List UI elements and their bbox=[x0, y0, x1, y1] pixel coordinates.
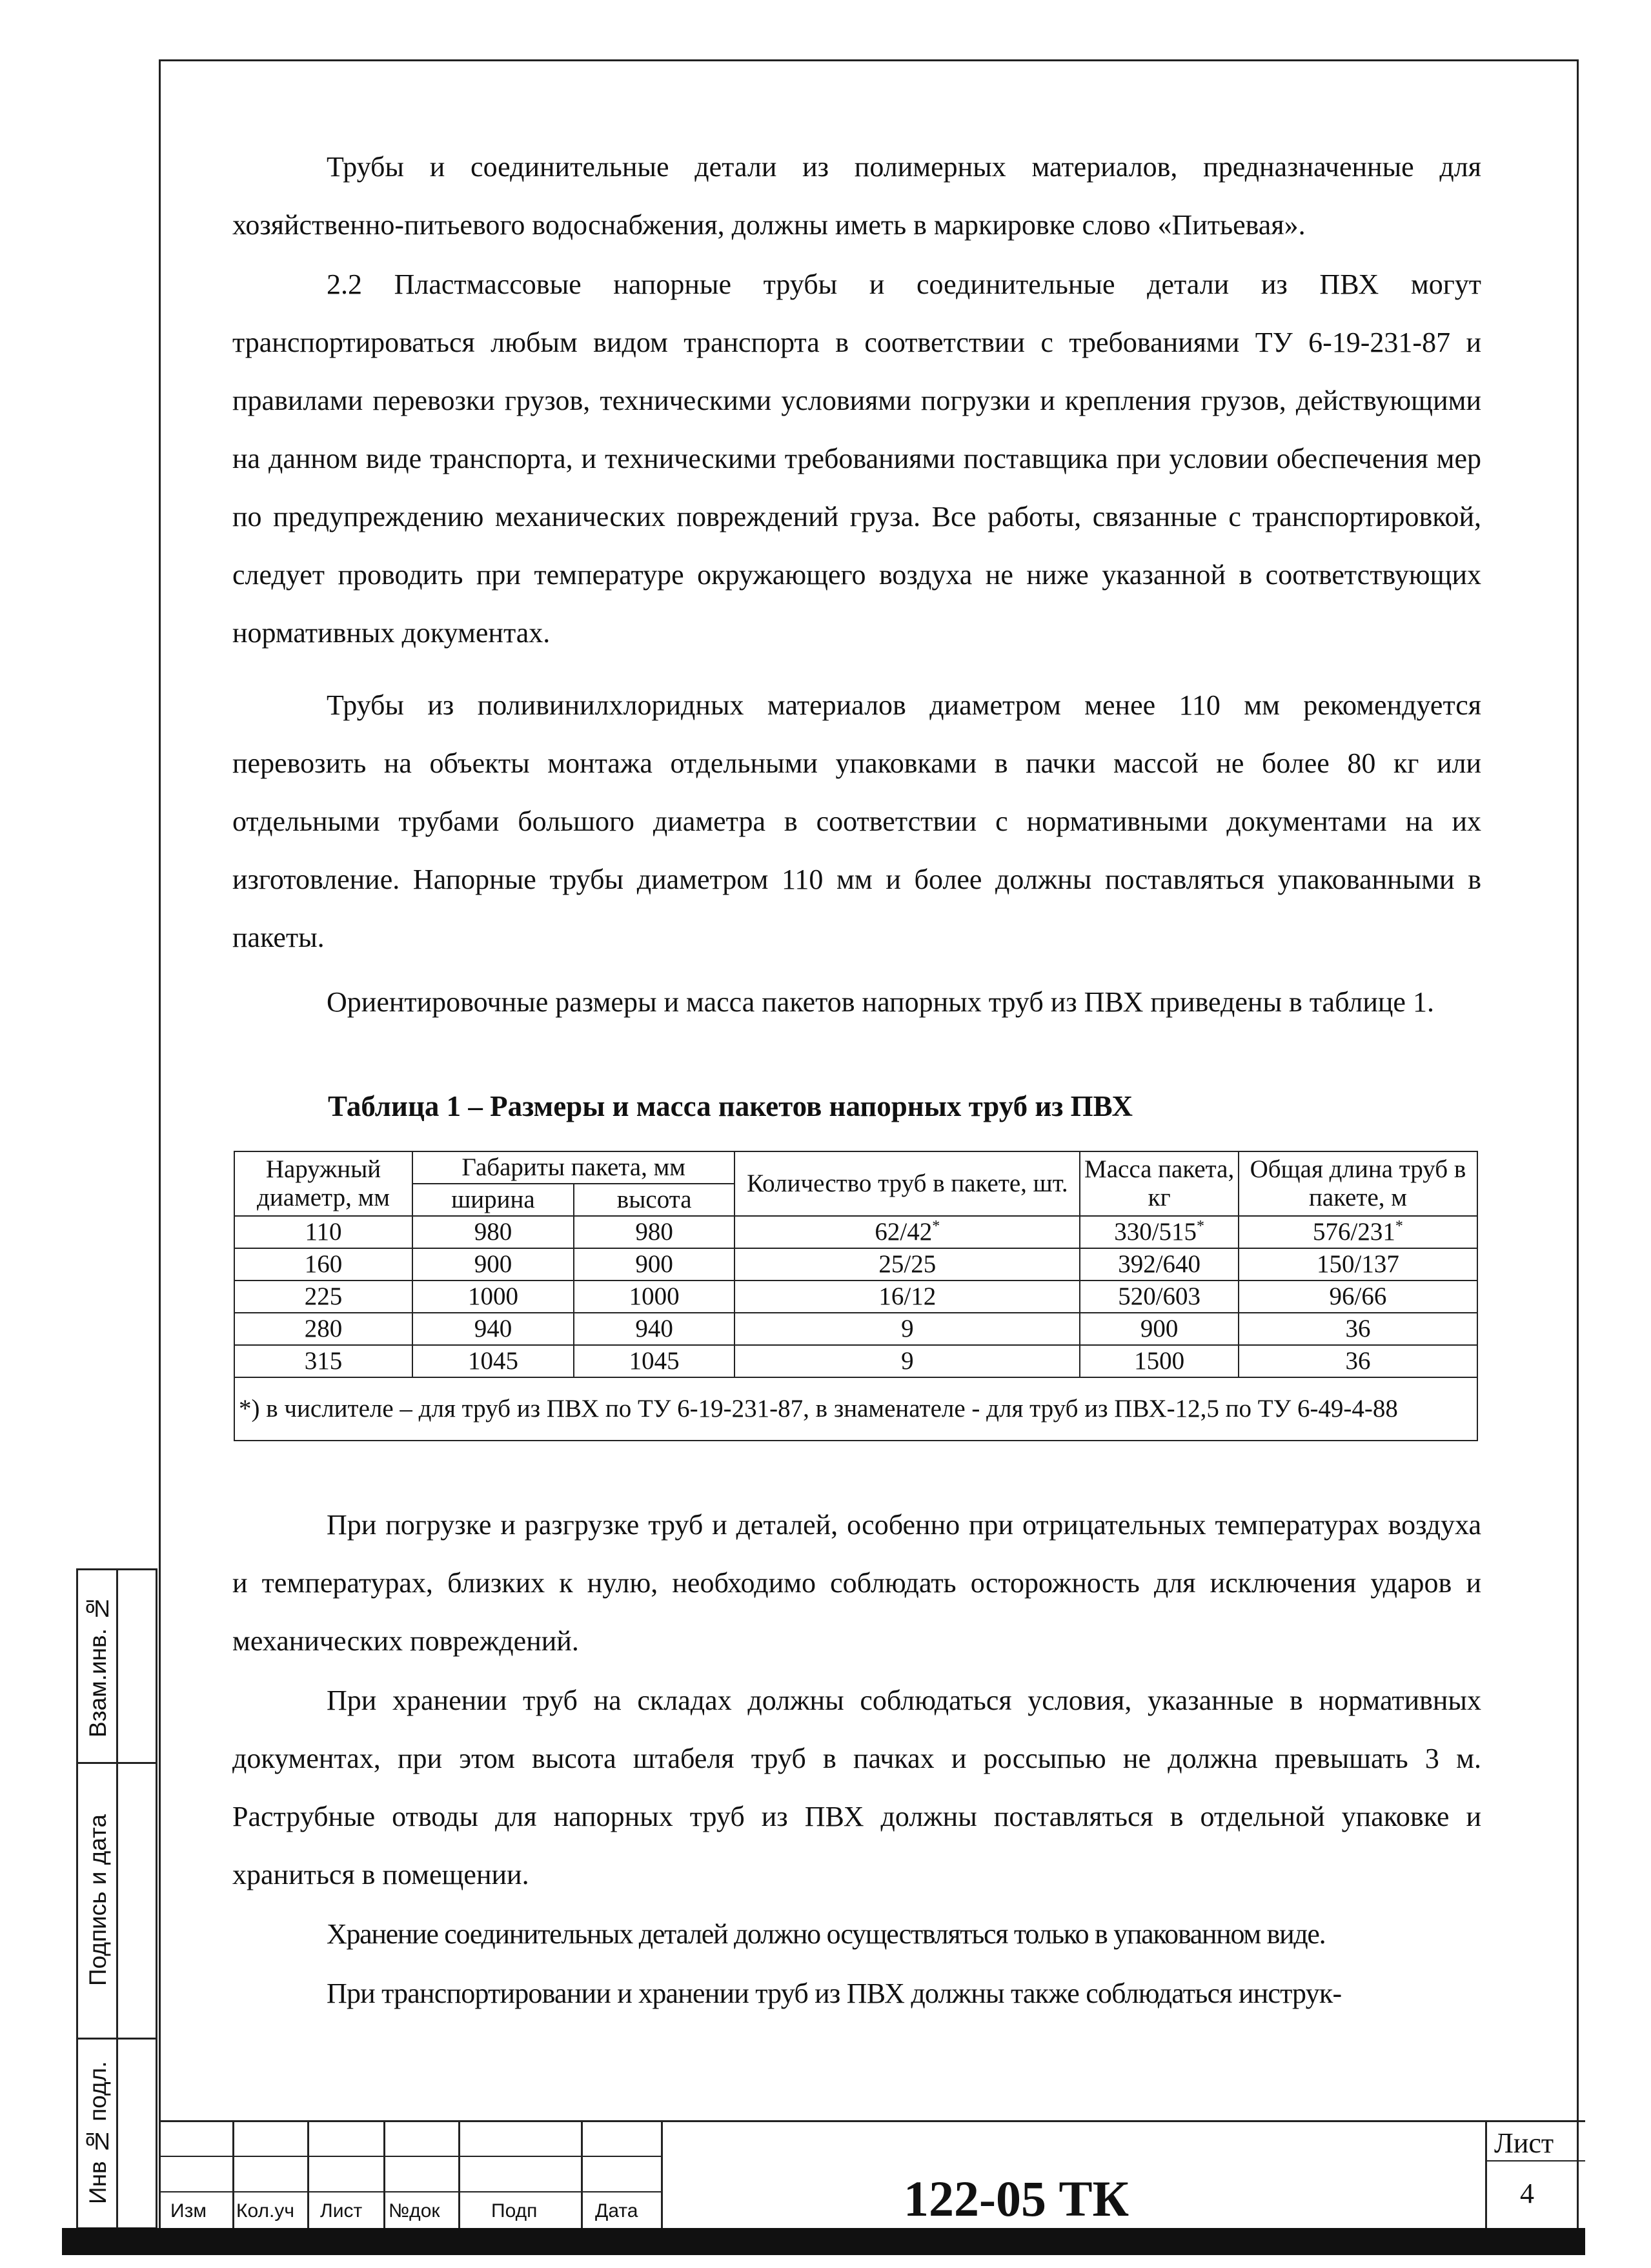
table-header-row bbox=[234, 1151, 1477, 1184]
cell-mass bbox=[1080, 1216, 1239, 1248]
cell-length: 36 bbox=[1239, 1313, 1477, 1345]
cell-height: 900 bbox=[574, 1248, 734, 1281]
cell-count-value: 62/42 bbox=[875, 1218, 933, 1246]
paragraph-loading: При погрузке и разгрузке труб и деталей, особенно при отрицательных температурах воздуха и температурах, близких к нулю, необходимо соблюдать осторожность для исключения ударов и механических повреждений. bbox=[232, 1509, 1481, 1657]
cell-length: 150/137 bbox=[1239, 1248, 1477, 1281]
cell-height: 1000 bbox=[574, 1281, 734, 1313]
scan-edge-bar bbox=[62, 2228, 1585, 2255]
paragraph-instructions: При транспортировании и хранении труб из ПВХ должны также соблюдаться инструк- bbox=[327, 1978, 1342, 2009]
cell-mass: 520/603 bbox=[1080, 1281, 1239, 1313]
col-label-podp: Подп bbox=[491, 2200, 538, 2222]
table-footnote: *) в числителе – для труб из ПВХ по ТУ 6-19-231-87, в знаменателе - для труб из ПВХ-12,5 по ТУ 6-49-4-88 bbox=[234, 1377, 1477, 1441]
header-dimensions: Габариты пакета, мм bbox=[412, 1151, 734, 1184]
paragraph-fittings-storage: Хранение соединительных деталей должно осуществляться только в упакованном виде. bbox=[327, 1918, 1326, 1950]
col-label-ndok: №док bbox=[389, 2200, 440, 2222]
stamp-replace-inv-label: Взам.инв. № bbox=[85, 1595, 111, 1737]
cell-diameter: 160 bbox=[234, 1248, 412, 1281]
cell-mass: 392/640 bbox=[1080, 1248, 1239, 1281]
cell-diameter: 315 bbox=[234, 1345, 412, 1377]
paragraph-transport: 2.2 Пластмассовые напорные трубы и соединительные детали из ПВХ могут транспортироваться любым видом транспорта в соответствии с требованиями ТУ 6-19-231-87 и правилами перевозки грузов, техническими условиями погрузки и крепления грузов, действующими на данном виде транспорта, и техническими требованиями поставщика при условии обеспечения мер по предупреждению механических повреждений груза. Все работы, связанные с транспортировкой, следует проводить при температуре окружающего воздуха не ниже указанной в соответствующих нормативных документах. bbox=[232, 268, 1481, 649]
body-block-1 bbox=[232, 138, 1481, 662]
table-row bbox=[234, 1248, 1477, 1281]
cell-length: 36 bbox=[1239, 1345, 1477, 1377]
stamp-sign-date bbox=[76, 1762, 157, 2040]
title-block bbox=[159, 2120, 1585, 2228]
col-label-kol: Кол.уч bbox=[236, 2200, 294, 2222]
cell-height: 940 bbox=[574, 1313, 734, 1345]
asterisk-mark: * bbox=[1395, 1218, 1403, 1235]
header-width: ширина bbox=[412, 1184, 574, 1216]
sheet-label: Лист bbox=[1494, 2127, 1554, 2159]
header-length: Общая длина труб в пакете, м bbox=[1239, 1151, 1477, 1216]
col-label-izm: Изм bbox=[170, 2200, 207, 2222]
cell-count: 9 bbox=[734, 1313, 1080, 1345]
stamp-sign-date-label: Подпись и дата bbox=[85, 1814, 111, 1986]
table-row bbox=[234, 1281, 1477, 1313]
cell-length: 96/66 bbox=[1239, 1281, 1477, 1313]
cell-mass: 1500 bbox=[1080, 1345, 1239, 1377]
cell-width: 940 bbox=[412, 1313, 574, 1345]
table-row bbox=[234, 1345, 1477, 1377]
paragraph-table-ref: Ориентировочные размеры и масса пакетов напорных труб из ПВХ приведены в таблице 1. bbox=[327, 986, 1434, 1018]
col-label-data: Дата bbox=[595, 2200, 638, 2222]
cell-width: 900 bbox=[412, 1248, 574, 1281]
cell-diameter: 280 bbox=[234, 1313, 412, 1345]
cell-height: 1045 bbox=[574, 1345, 734, 1377]
cell-mass: 900 bbox=[1080, 1313, 1239, 1345]
table-title: Таблица 1 – Размеры и масса пакетов напорных труб из ПВХ bbox=[328, 1090, 1133, 1122]
asterisk-mark: * bbox=[1197, 1218, 1205, 1235]
header-count: Количество труб в пакете, шт. bbox=[734, 1151, 1080, 1216]
cell-count: 9 bbox=[734, 1345, 1080, 1377]
header-mass: Масса пакета, кг bbox=[1080, 1151, 1239, 1216]
cell-count: 16/12 bbox=[734, 1281, 1080, 1313]
stamp-orig-inv bbox=[76, 2038, 157, 2229]
packages-table bbox=[234, 1151, 1478, 1441]
paragraph-pipes-marking: Трубы и соединительные детали из полимерных материалов, предназначенные для хозяйственно-питьевого водоснабжения, должны иметь в маркировке слово «Питьевая». bbox=[232, 151, 1481, 241]
stamp-orig-inv-label: Инв № подл. bbox=[85, 2061, 111, 2204]
cell-width: 1045 bbox=[412, 1345, 574, 1377]
cell-length-value: 576/231 bbox=[1313, 1218, 1395, 1246]
table-note-row bbox=[234, 1377, 1477, 1441]
sheet-number: 4 bbox=[1520, 2178, 1534, 2209]
cell-width: 980 bbox=[412, 1216, 574, 1248]
paragraph-storage: При хранении труб на складах должны соблюдаться условия, указанные в нормативных документах, при этом высота штабеля труб в пачках и россыпью не должна превышать 3 м. Раструбные отводы для напорных труб из ПВХ должны поставляться в отдельной упаковке и храниться в помещении. bbox=[232, 1685, 1481, 1890]
col-label-list: Лист bbox=[320, 2200, 363, 2222]
cell-width: 1000 bbox=[412, 1281, 574, 1313]
table-row bbox=[234, 1216, 1477, 1248]
body-block-3 bbox=[232, 1496, 1481, 2023]
cell-diameter: 225 bbox=[234, 1281, 412, 1313]
table-row bbox=[234, 1313, 1477, 1345]
cell-count bbox=[734, 1216, 1080, 1248]
stamp-replace-inv bbox=[76, 1568, 157, 1764]
cell-diameter: 110 bbox=[234, 1216, 412, 1248]
cell-height: 980 bbox=[574, 1216, 734, 1248]
paragraph-pvc-transport: Трубы из поливинилхлоридных материалов диаметром менее 110 мм рекомендуется перевозить на объекты монтажа отдельными упаковками в пачки массой не более 80 кг или отдельными трубами большого диаметра в соответствии с нормативными документами на их изготовление. Напорные трубы диаметром 110 мм и более должны поставляться упакованными в пакеты. bbox=[232, 689, 1481, 953]
cell-count: 25/25 bbox=[734, 1248, 1080, 1281]
body-block-2 bbox=[232, 676, 1481, 1031]
asterisk-mark: * bbox=[932, 1218, 940, 1235]
cell-length bbox=[1239, 1216, 1477, 1248]
header-diameter: Наружный диаметр, мм bbox=[234, 1151, 412, 1216]
header-height: высота bbox=[574, 1184, 734, 1216]
document-code: 122-05 ТК bbox=[904, 2171, 1129, 2227]
cell-mass-value: 330/515 bbox=[1114, 1218, 1197, 1246]
